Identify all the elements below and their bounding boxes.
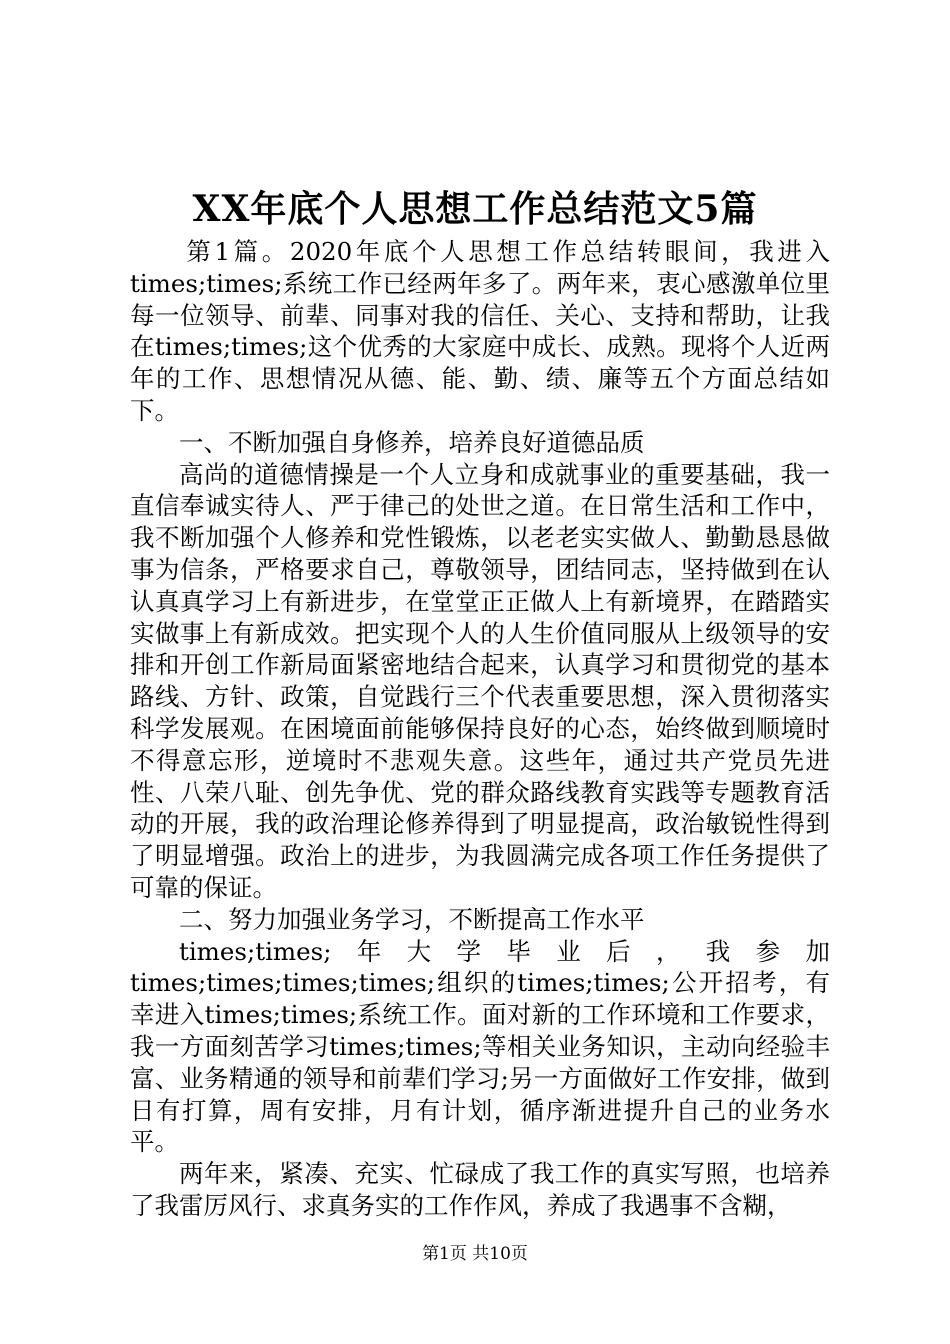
paragraph-section-2: times;times;年大学毕业后，我参加times;times;times;times;组织的times;times;公开招考，有幸进入times;times;系统工作。面对新的工作环境和工作要求，我一方面刻苦学习times;times;等相关业务知识，主动向经验丰富、业务精通的领导和前辈们学习;另一方面做好工作安排，做到日有打算，周有安排，月有计划，循序渐进提升自己的业务水平。: [130, 936, 830, 1157]
paragraph-section-2-continued: 两年来，紧凑、充实、忙碌成了我工作的真实写照，也培养了我雷厉风行、求真务实的工作作风，养成了我遇事不含糊，: [130, 1159, 830, 1220]
section-heading-1: 一、不断加强自身修养，培养良好道德品质: [179, 427, 645, 457]
document-body: [130, 236, 830, 1222]
page-number-footer: 第1页 共10页: [422, 1244, 528, 1264]
section-heading-2: 二、努力加强业务学习，不断提高工作水平: [179, 904, 645, 934]
paragraph-intro: 第1篇。2020年底个人思想工作总结转眼间，我进入times;times;系统工作已经两年多了。两年来，衷心感激单位里每一位领导、前辈、同事对我的信任、关心、支持和帮助，让我在times;times;这个优秀的大家庭中成长、成熟。现将个人近两年的工作、思想情况从德、能、勤、绩、廉等五个方面总结如下。: [130, 237, 830, 425]
document-title: XX年底个人思想工作总结范文5篇: [192, 188, 758, 230]
paragraph-section-1: 高尚的道德情操是一个人立身和成就事业的重要基础，我一直信奉诚实待人、严于律己的处世之道。在日常生活和工作中，我不断加强个人修养和党性锻炼，以老老实实做人、勤勤恳恳做事为信条，严格要求自己，尊敬领导，团结同志，坚持做到在认认真真学习上有新进步，在堂堂正正做人上有新境界，在踏踏实实做事上有新成效。把实现个人的人生价值同服从上级领导的安排和开创工作新局面紧密地结合起来，认真学习和贯彻党的基本路线、方针、政策，自觉践行三个代表重要思想，深入贯彻落实科学发展观。在困境面前能够保持良好的心态，始终做到顺境时不得意忘形，逆境时不悲观失意。这些年，通过共产党员先进性、八荣八耻、创先争优、党的群众路线教育实践等专题教育活动的开展，我的政治理论修养得到了明显提高，政治敏锐性得到了明显增强。政治上的进步，为我圆满完成各项工作任务提供了可靠的保证。: [130, 459, 830, 902]
